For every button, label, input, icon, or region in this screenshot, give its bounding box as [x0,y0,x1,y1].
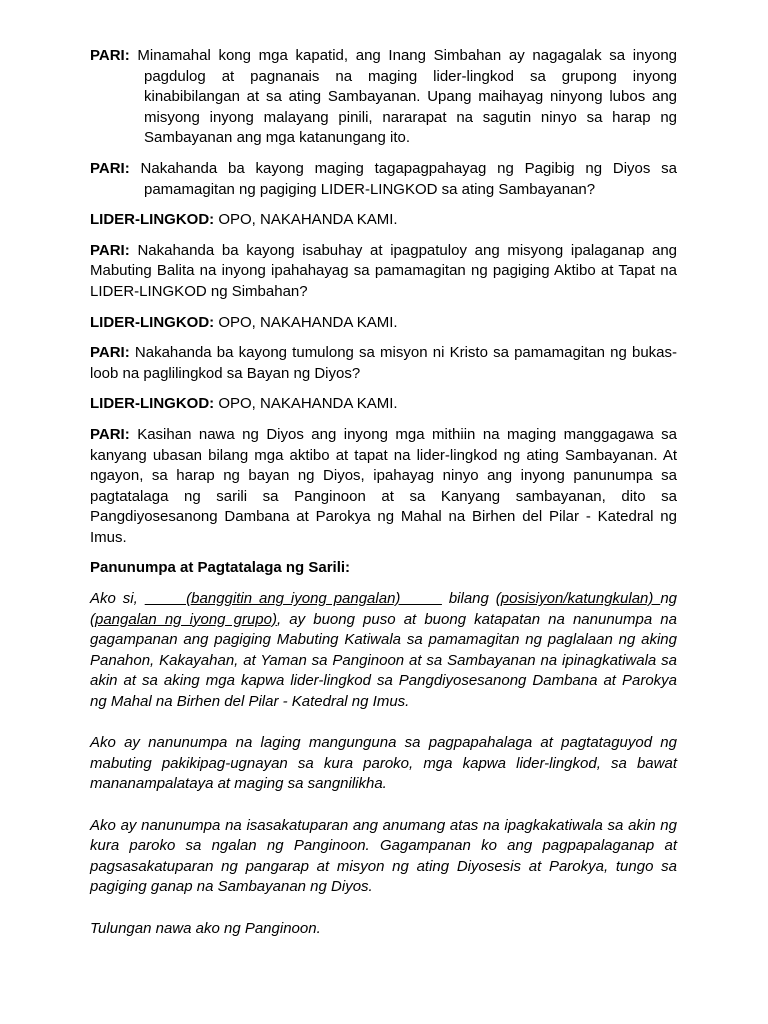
oath-rest: , ay buong puso at buong katapatan na nanunumpa na gagampanan ang pagiging Mabuting Katiwala sa pamamagitan ng paglalaan ng aking Panahon, Kakayahan, at Yaman sa Panginoon at sa Sambayanan na ipinagkatiwala sa akin at sa aking mga kapwa lider-lingkod sa Pangdiyosesanong Dambana at Parokya ng Mahal na Birhen del Pilar - Katedral ng Imus. [90,610,677,711]
speaker-label: LIDER-LINGKOD: [90,395,215,413]
speaker-label: PARI: [90,425,130,443]
speaker-label: LIDER-LINGKOD: [90,313,215,331]
speaker-label: PARI: [90,241,130,259]
oath-intro: Ako si, [90,590,138,608]
dialogue-text: Nakahanda ba kayong maging tagapagpahayag ng Pagibig ng Diyos sa pamamagitan ng pagiging LIDER-LINGKOD sa ating Sambayanan? [140,159,677,198]
oath-paragraph: Ako ay nanunumpa na laging mangunguna sa pagpapahalaga at pagtataguyod ng mabuting pakikipag-ugnayan sa kura paroko, mga kapwa lider-lingkod, sa bawat mananampalataya at maging sa sangnilikha. [90,734,677,793]
oath-ng: ng [660,590,677,608]
position-blank: (posisiyon/katungkulan) [495,590,661,608]
dialogue-line [90,241,677,303]
speaker-label: PARI: [90,159,130,177]
oath-closing: Tulungan nawa ako ng Panginoon. [90,919,321,937]
dialogue-line [90,394,677,415]
speaker-label: PARI: [90,47,130,64]
dialogue-text: OPO, NAKAHANDA KAMI. [218,211,398,229]
dialogue-text: Kasihan nawa ng Diyos ang inyong mga mithiin na maging manggagawa sa kanyang ubasan bilang mga aktibo at tapat na lider-lingkod ng ating Sambayanan. At ngayon, sa harap ng bayan ng Diyos, ipahayag ninyo ang inyong panunumpa sa pagtatalaga ng sarili sa Panginoon at sa Kanyang sambayanan, dito sa Pangdiyosesanong Dambana at Parokya ng Mahal na Birhen del Pilar - Katedral ng Imus. [90,425,677,546]
dialogue-line [90,46,677,149]
name-blank: (banggitin ang iyong pangalan) [144,590,442,608]
document-page [90,46,677,939]
blank-line [90,795,677,816]
blank-line [90,898,677,919]
dialogue-text: Nakahanda ba kayong isabuhay at ipagpatuloy ang misyong ipalaganap ang Mabuting Balita na inyong ipahahayag sa pamamagitan ng pagiging Aktibo at Tapat na LIDER-LINGKOD ng Simbahan? [90,241,678,300]
dialogue-text: OPO, NAKAHANDA KAMI. [218,313,398,331]
dialogue-text: OPO, NAKAHANDA KAMI. [218,395,398,413]
oath-bilang: bilang [448,590,489,608]
blank-line [90,713,677,734]
group-blank: (pangalan ng iyong grupo) [90,610,277,628]
dialogue-text: Minamahal kong mga kapatid, ang Inang Simbahan ay nagagalak sa inyong pagdulog at pagnanais na maging lider-lingkod sa grupong inyong kinabibilangan at sa ating Sambayanan. Upang maihayag ninyong lubos ang misyong inyong malayang pinili, nararapat na sagutin ninyo sa harap ng Sambayanan ang mga katanungang ito. [137,47,677,147]
dialogue-line [90,343,677,384]
dialogue-line [90,313,677,334]
speaker-label: LIDER-LINGKOD: [90,211,215,229]
dialogue-text: Nakahanda ba kayong tumulong sa misyon ni Kristo sa pamamagitan ng bukas-loob na paglilingkod sa Bayan ng Diyos? [90,344,678,382]
speaker-label: PARI: [90,344,130,362]
oath-paragraph: Ako ay nanunumpa na isasakatuparan ang anumang atas na ipagkakatiwala sa akin ng kura paroko sa ngalan ng Panginoon. Gagampanan ko ang pagpapalaganap at pagsasakatuparan ng pangarap at misyon ng ating Diyosesis at Parokya, tungo sa pagiging ganap na Sambayanan ng Diyos. [90,816,677,896]
dialogue-line [90,159,677,200]
dialogue-line [90,425,677,549]
oath-paragraph [90,589,677,713]
dialogue-line [90,210,677,231]
oath-heading: Panunumpa at Pagtatalaga ng Sarili: [90,559,351,577]
